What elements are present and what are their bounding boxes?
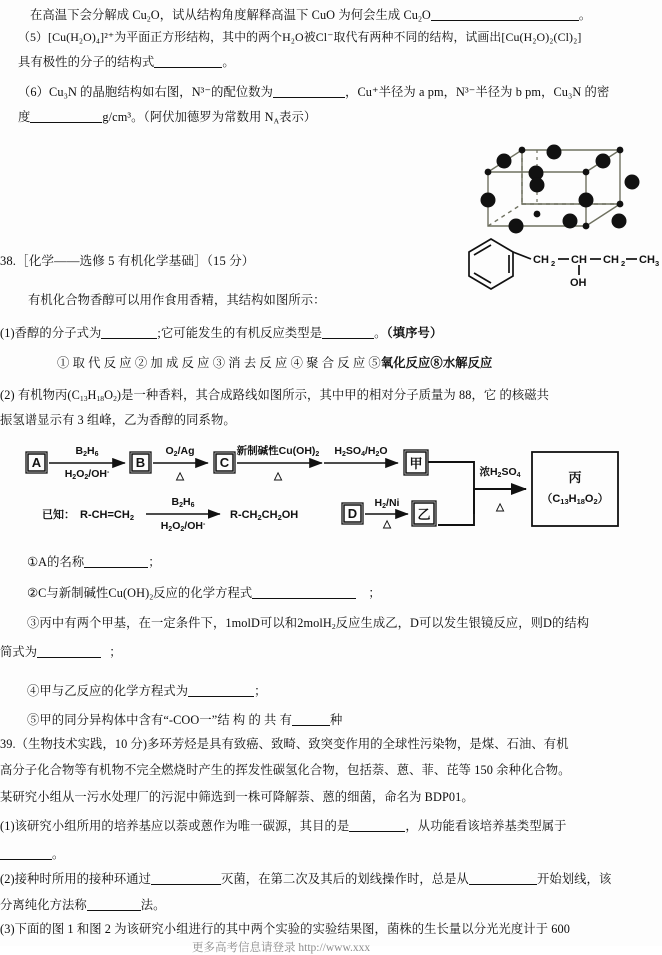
q38-item2-a: ②C与新制碱性Cu(OH) — [27, 586, 150, 601]
svg-text:2: 2 — [551, 259, 556, 268]
q39-sub3 — [0, 923, 570, 936]
q39-sub2-line2-b: 法。 — [140, 898, 166, 913]
q38-sub2-a: (2) 有机物丙(C — [0, 388, 80, 402]
q37-line1-b: O，试从结构角度解释高温下 CuO 为何会生成 Cu — [150, 8, 419, 23]
q38-sub1-a: (1)香醇的分子式为 — [0, 326, 102, 341]
answer-blank[interactable] — [188, 684, 254, 697]
answer-blank[interactable] — [252, 586, 356, 599]
q38-item1-b: ； — [148, 555, 161, 570]
svg-text:CH: CH — [533, 254, 549, 266]
q39-line-1 — [0, 738, 569, 751]
q38-item5-b: 种 — [330, 713, 343, 728]
q38-sub2-line2-text: 振氢谱显示有 3 组峰，乙为香醇的同系物。 — [0, 413, 236, 427]
svg-text:2: 2 — [621, 259, 626, 268]
q37-line1-a: 在高温下会分解成 Cu — [30, 8, 147, 23]
answer-blank[interactable] — [0, 847, 52, 860]
answer-blank[interactable] — [30, 110, 102, 123]
svg-text:△: △ — [273, 470, 283, 482]
q38-options — [57, 357, 492, 370]
synthesis-route-diagram — [24, 440, 646, 552]
answer-blank[interactable] — [469, 872, 537, 885]
svg-text:B2H6: B2H6 — [171, 496, 195, 509]
q39-sub2-line-2 — [0, 898, 166, 912]
avogadro-sub: A — [273, 116, 280, 126]
q38-item-1 — [27, 555, 161, 569]
h2-sub: 2 — [331, 622, 336, 632]
answer-blank[interactable] — [154, 55, 222, 68]
svg-text:H2O2/OH-: H2O2/OH- — [160, 520, 206, 533]
svg-text:丙: 丙 — [568, 470, 582, 485]
q37-part6-line2-c: 表示） — [279, 110, 317, 125]
svg-text:新制碱性Cu(OH)2: 新制碱性Cu(OH)2 — [236, 445, 320, 458]
svg-text:△: △ — [382, 518, 392, 530]
q38-item-4 — [27, 684, 267, 698]
q38-item2-b: 反应的化学方程式 — [153, 586, 253, 601]
q38-item2-c: ； — [368, 586, 381, 601]
q37-part5-text: （5）[Cu(H₂O)₄]²⁺为平面正方形结构，其中的两个H₂O被Cl⁻取代有两种不同的结构，试画出[Cu(H₂O)₂(Cl)₂] — [18, 30, 582, 44]
q38-item5-a: ⑤甲的同分异构体中含有“-COO一”结 构 的 共 有 — [27, 713, 293, 728]
svg-text:B: B — [135, 455, 146, 470]
q37-part6-line-2 — [18, 110, 316, 125]
q37-part6-mid: ，Cu⁺半径为 a pm，N³⁻半径为 b pm，Cu₃N 的密 — [345, 85, 610, 100]
svg-text:CH: CH — [603, 254, 619, 266]
q39-sub1-a: (1)该研究小组所用的培养基应以萘或蒽作为唯一碳源，其目的是 — [0, 819, 350, 834]
crystal-cell-figure — [466, 142, 641, 234]
q38-sub1-c: 。 — [374, 326, 387, 341]
q39-line1-text: 39.（生物技术实践，10 分)多环芳烃是具有致癌、致畸、致突变作用的全球性污染物，是煤、石油、有机 — [0, 737, 569, 751]
answer-blank[interactable] — [322, 326, 374, 339]
q37-sub-2: 2 — [418, 14, 422, 24]
spacer — [356, 587, 368, 599]
q38-item4-b: ； — [254, 684, 267, 699]
svg-text:D: D — [347, 506, 358, 521]
q37-part6-line2-a: 度 — [18, 110, 31, 125]
q38-intro-text: 有机化合物香醇可以用作食用香精，其结构如图所示： — [28, 293, 326, 307]
svg-text:B2H6: B2H6 — [75, 445, 99, 458]
answer-blank[interactable] — [87, 898, 141, 911]
answer-blank[interactable] — [84, 555, 148, 568]
bing-h-sub: 18 — [96, 394, 105, 404]
bing-o-sub: 2 — [113, 394, 117, 404]
q38-intro — [28, 294, 326, 307]
svg-text:CH: CH — [571, 254, 587, 266]
svg-text:C: C — [219, 455, 230, 470]
q39-sub2-a: (2)接种时所用的接种环通过 — [0, 872, 152, 887]
q38-item4-a: ④甲与乙反应的化学方程式为 — [27, 684, 189, 699]
q39-sub2-b: 灭菌，在第二次及其后的划线操作时，总是从 — [221, 872, 469, 887]
q38-options-text: ① 取 代 反 应 ② 加 成 反 应 ③ 消 去 反 应 ④ 聚 合 反 应 ⑤ — [57, 356, 381, 370]
q38-item3-a: ③丙中有两个甲基，在一定条件下，1molD可以和2molH — [27, 616, 332, 630]
svg-text:R-CH2CH2OH: R-CH2CH2OH — [230, 509, 299, 522]
q38-options-bold: 氧化反应⑧水解反应 — [380, 356, 493, 370]
q38-heading-text: 38.［化学——选修 5 有机化学基础］（15 分） — [0, 254, 255, 268]
svg-text:H2/Ni: H2/Ni — [374, 497, 400, 510]
q37-part5-line2-text: 具有极性的分子的结构式 — [18, 55, 155, 70]
q37-part5-line-2 — [18, 55, 235, 69]
q38-sub1 — [0, 326, 442, 340]
q38-item3-line2-a: 简式为 — [0, 645, 38, 660]
footer-watermark — [192, 939, 370, 955]
svg-text:OH: OH — [570, 277, 587, 289]
answer-blank[interactable] — [101, 326, 157, 339]
q39-line2-text: 高分子化合物等有机物不完全燃烧时产生的挥发性碳氢化合物，包括萘、蒽、菲、芘等 150 余种化合物。 — [0, 763, 571, 777]
svg-text:H2SO4/H2O: H2SO4/H2O — [334, 445, 388, 458]
q38-item3-line2-b: ； — [109, 645, 122, 660]
q38-item3-b: 反应生成乙，D可以发生银镜反应，则D的结构 — [335, 616, 590, 630]
svg-text:已知：: 已知： — [42, 509, 75, 521]
q37-part6-line2-b: g/cm³。（阿伏加德罗为常数用 N — [102, 110, 274, 125]
svg-text:3: 3 — [655, 259, 660, 268]
svg-text:△: △ — [495, 501, 505, 513]
q38-heading — [0, 255, 254, 268]
svg-text:甲: 甲 — [409, 456, 423, 471]
svg-text:H2O2/OH-: H2O2/OH- — [64, 468, 110, 481]
q37-sub-1: 2 — [146, 14, 151, 24]
q39-line3-text: 某研究小组从一污水处理厂的污泥中筛选到一株可降解萘、蒽的细菌，命名为 BDP01。 — [0, 790, 474, 804]
svg-text:浓H2SO4: 浓H2SO4 — [479, 466, 521, 479]
bing-c-sub: 13 — [79, 394, 88, 404]
q39-sub2 — [0, 872, 611, 886]
q38-sub1-hint: （填序号） — [386, 326, 443, 341]
svg-text:A: A — [31, 455, 42, 470]
q37-part6-text: （6）Cu₃N 的晶胞结构如右图，N³⁻的配位数为 — [18, 85, 274, 100]
q39-line-3 — [0, 791, 474, 804]
q38-sub2-d: )是一种香料，其合成路线如图所示，其中甲的相对分子质量为 88，它 的核磁共 — [116, 388, 550, 402]
q38-item-5 — [27, 713, 342, 727]
spacer — [101, 646, 109, 658]
answer-blank[interactable] — [292, 713, 330, 726]
q38-sub2-line-1 — [0, 389, 549, 403]
q38-sub2-b: H — [87, 388, 97, 402]
q39-sub1 — [0, 819, 567, 833]
q37-part6-line-1 — [18, 85, 609, 99]
q38-item1-a: ①A的名称 — [27, 555, 85, 570]
aromatic-alcohol-structure-figure — [459, 234, 660, 290]
answer-blank[interactable] — [431, 8, 579, 21]
q39-sub1-line2-end: 。 — [52, 847, 65, 862]
q38-sub2-c: O — [104, 388, 114, 402]
q38-sub1-b: ;它可能发生的有机反应类型是 — [157, 326, 323, 341]
answer-blank[interactable] — [273, 85, 345, 98]
svg-text:（C13H18O2）: （C13H18O2） — [541, 493, 609, 506]
q39-sub2-line2-a: 分离纯化方法称 — [0, 898, 87, 913]
q37-part5-line2-end: 。 — [222, 55, 235, 70]
q39-sub2-c: 开始划线，该 — [536, 872, 612, 887]
svg-text:CH: CH — [639, 254, 655, 266]
q37-part5-line-1 — [18, 31, 581, 44]
q37-line1-end: 。 — [578, 8, 592, 23]
cuoh2-sub: 2 — [149, 592, 154, 602]
q39-line-2 — [0, 764, 571, 777]
q38-item-3-line-2 — [0, 645, 122, 659]
q39-sub3-text: (3)下面的图 1 和图 2 为该研究小组进行的其中两个实验的实验结果图，菌株的生长量以分光光度计于 600 — [0, 922, 571, 936]
q38-item-3 — [27, 617, 589, 631]
answer-blank[interactable] — [151, 872, 221, 885]
svg-text:△: △ — [175, 470, 185, 482]
q38-item-2 — [27, 586, 381, 601]
svg-text:O2/Ag: O2/Ag — [165, 445, 195, 458]
q38-sub2-line-2 — [0, 414, 236, 427]
svg-text:R-CH=CH2: R-CH=CH2 — [80, 509, 134, 522]
footer-watermark-text: 更多高考信息请登录 http://www.xxx — [192, 942, 371, 954]
q37-line-1 — [30, 8, 591, 23]
svg-text:乙: 乙 — [417, 507, 431, 522]
answer-blank[interactable] — [349, 819, 405, 832]
q39-sub1-line-2 — [0, 847, 64, 861]
q37-line1-c: O — [421, 8, 431, 23]
answer-blank[interactable] — [37, 645, 101, 658]
q39-sub1-b: ，从功能看该培养基类型属于 — [405, 819, 567, 834]
